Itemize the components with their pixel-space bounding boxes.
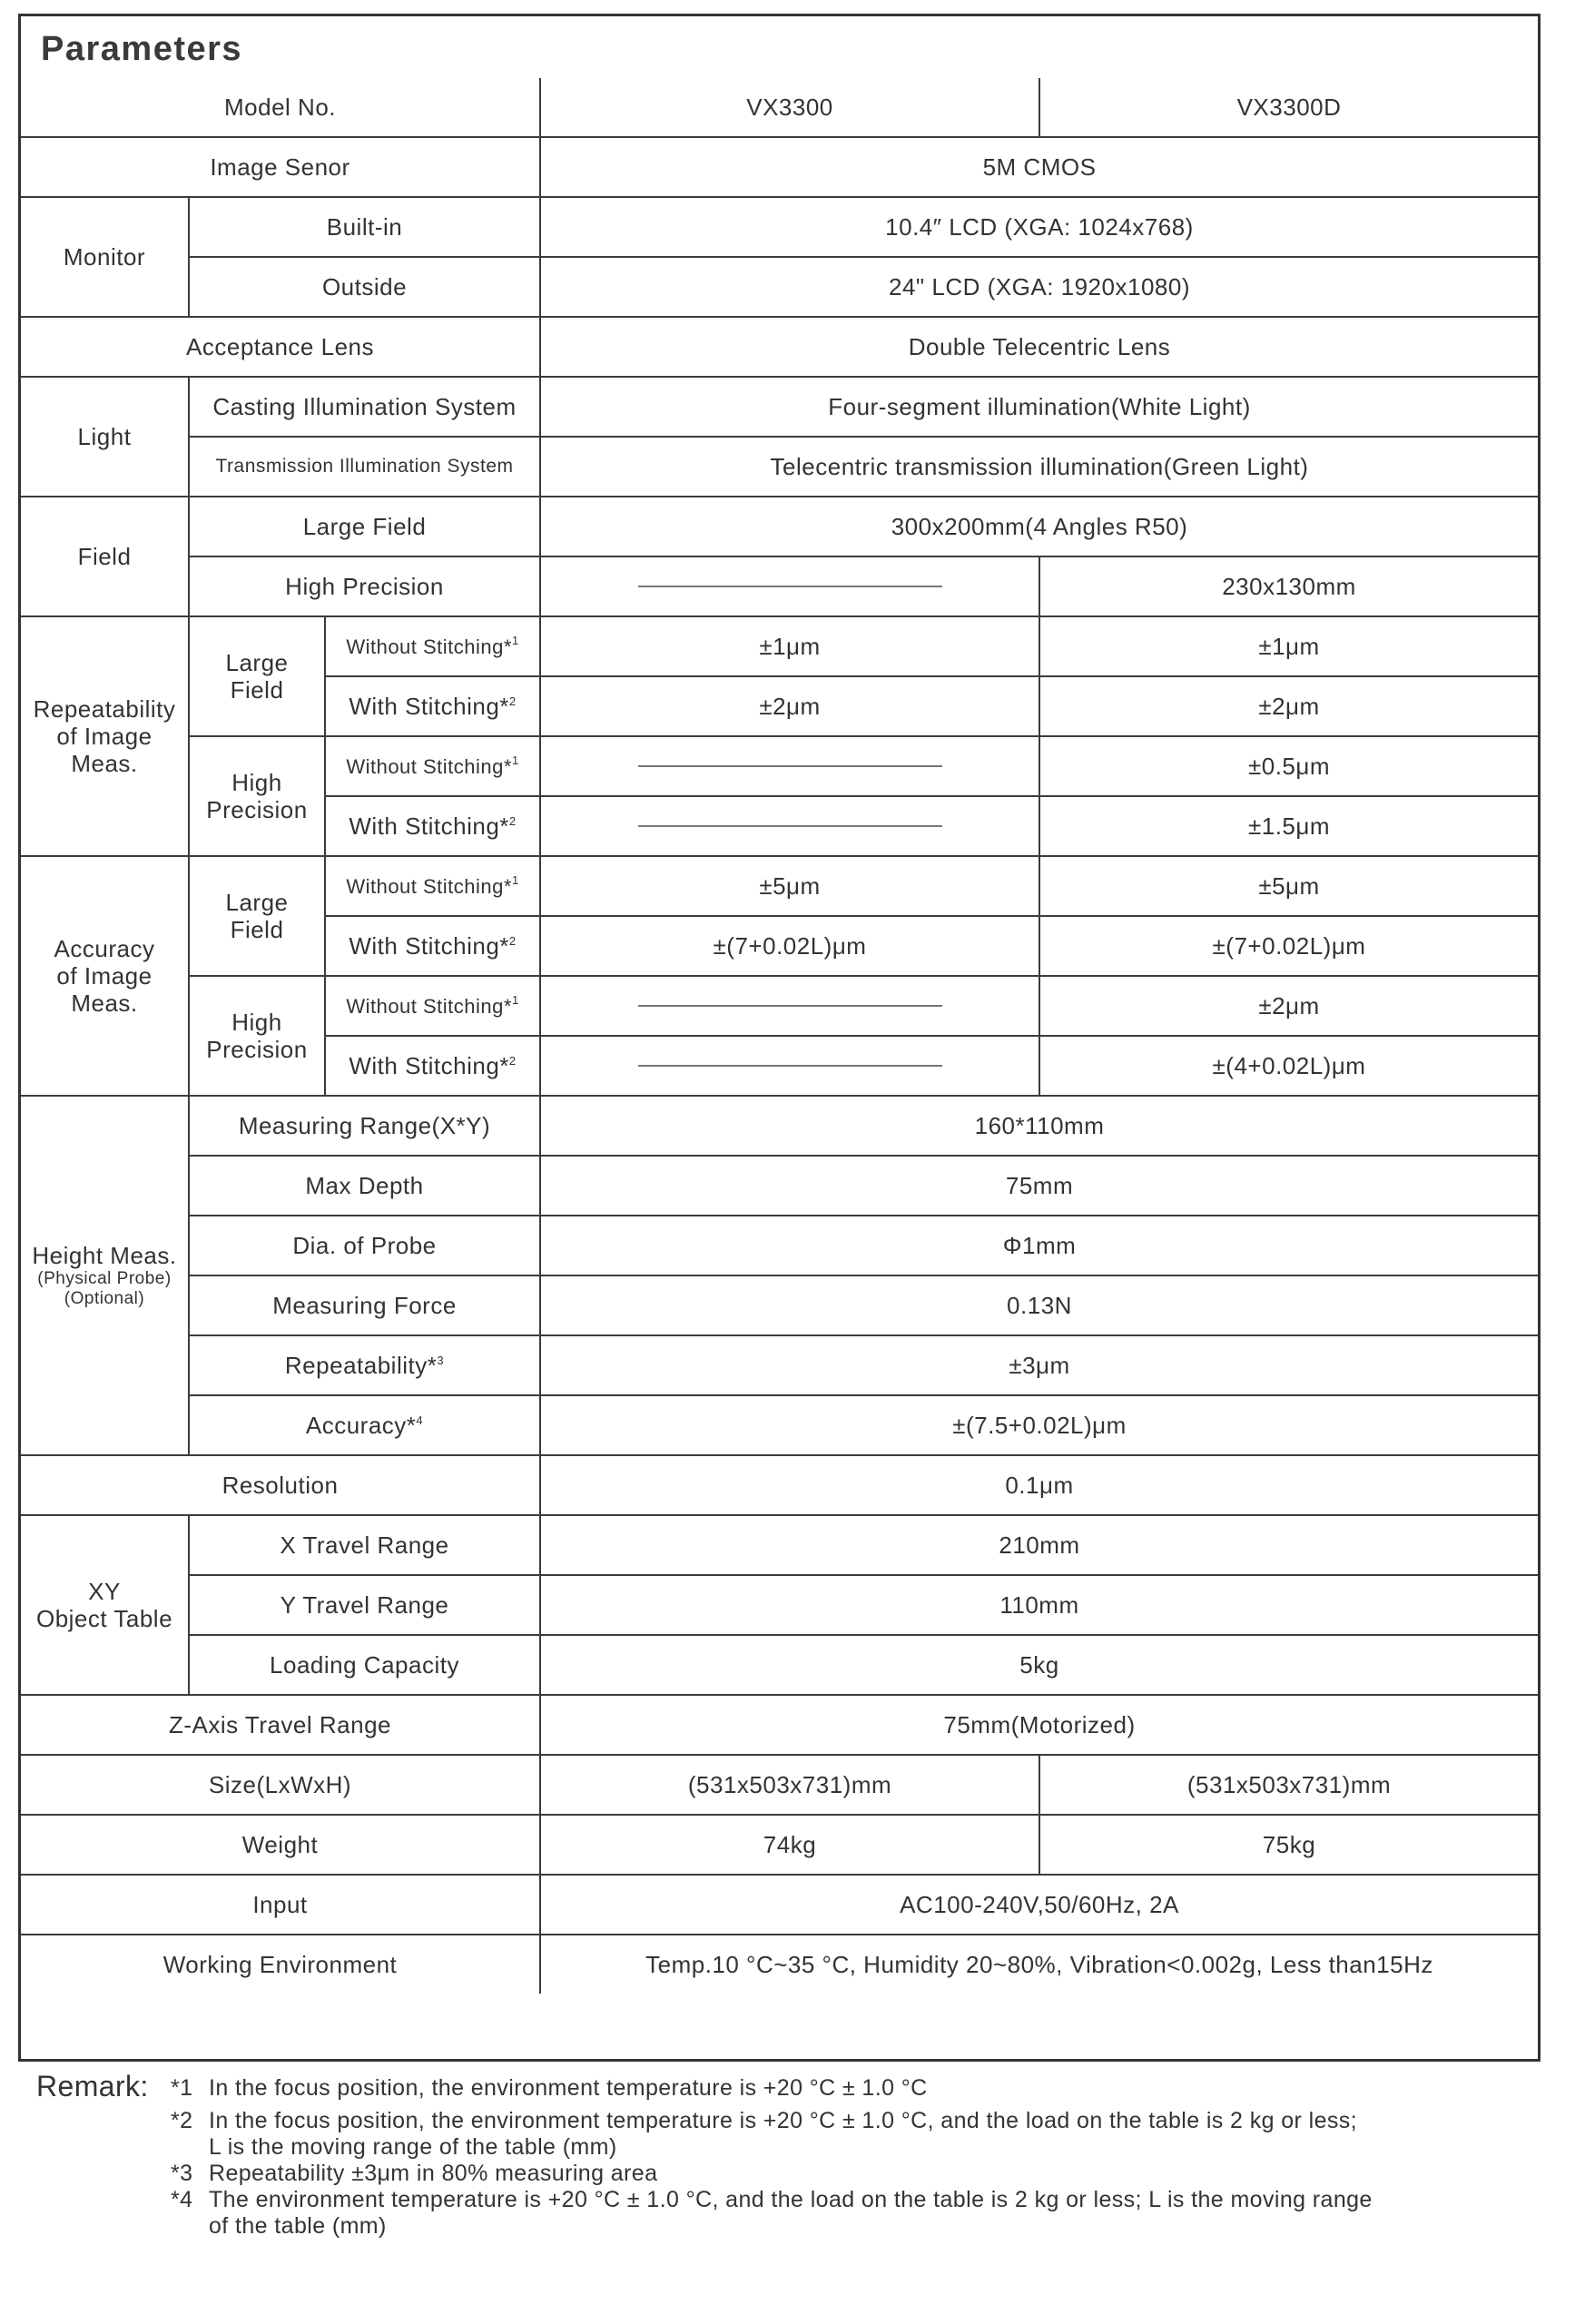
remark-number: *1 bbox=[171, 2075, 193, 2101]
acc-large-without-a: ±5μm bbox=[540, 856, 1039, 916]
height-label-sub1: (Physical Probe) bbox=[37, 1269, 172, 1288]
remark-line: L is the moving range of the table (mm) bbox=[209, 2134, 617, 2160]
weight-a: 74kg bbox=[540, 1815, 1039, 1875]
row-model bbox=[21, 78, 1538, 137]
page-title: Parameters bbox=[41, 30, 243, 68]
field-high-a bbox=[540, 556, 1039, 616]
height-repeat-value: ±3μm bbox=[540, 1335, 1538, 1395]
height-accuracy-text: Accuracy* bbox=[305, 1411, 417, 1439]
image-sensor-value: 5M CMOS bbox=[540, 137, 1538, 197]
xy-y-value: 110mm bbox=[540, 1575, 1538, 1635]
row-light-casting bbox=[21, 377, 1538, 437]
height-probe-value: Φ1mm bbox=[540, 1216, 1538, 1275]
height-probe-label: Dia. of Probe bbox=[189, 1216, 540, 1275]
row-image-sensor bbox=[21, 137, 1538, 197]
model-b: VX3300D bbox=[1039, 78, 1538, 137]
remark-number: *3 bbox=[171, 2161, 193, 2186]
repeat-large-label bbox=[189, 616, 325, 736]
repeat-high-with-b: ±1.5μm bbox=[1039, 796, 1538, 856]
acc-high-without-a bbox=[540, 976, 1039, 1036]
row-xy-y bbox=[21, 1575, 1538, 1635]
xy-load-label: Loading Capacity bbox=[189, 1635, 540, 1695]
footnote-mark: 1 bbox=[511, 993, 519, 1007]
field-large-label: Large Field bbox=[189, 497, 540, 556]
acc-high-with-label bbox=[325, 1036, 540, 1096]
height-label-sub2: (Optional) bbox=[64, 1289, 145, 1308]
xy-y-label: Y Travel Range bbox=[189, 1575, 540, 1635]
footnote-mark: 3 bbox=[437, 1353, 445, 1367]
repeat-large-without-label bbox=[325, 616, 540, 676]
input-value: AC100-240V,50/60Hz, 2A bbox=[540, 1875, 1538, 1935]
row-size bbox=[21, 1755, 1538, 1815]
remark-line: of the table (mm) bbox=[209, 2213, 387, 2239]
row-xy-load bbox=[21, 1635, 1538, 1695]
row-acc-large-without bbox=[21, 856, 1538, 916]
stitch-text: With Stitching* bbox=[349, 812, 509, 840]
remark-text bbox=[209, 2075, 1498, 2102]
remark-number: *2 bbox=[171, 2108, 193, 2133]
weight-label: Weight bbox=[21, 1815, 540, 1875]
monitor-outside-value: 24" LCD (XGA: 1920x1080) bbox=[540, 257, 1538, 317]
row-acceptance-lens bbox=[21, 317, 1538, 377]
field-high-label: High Precision bbox=[189, 556, 540, 616]
acc-large-label bbox=[189, 856, 325, 976]
accuracy-label-line1: Accuracy bbox=[54, 935, 155, 962]
repeatability-label bbox=[21, 616, 189, 856]
remark-number: *4 bbox=[171, 2187, 193, 2212]
remark-text bbox=[209, 2161, 1498, 2187]
row-weight bbox=[21, 1815, 1538, 1875]
environment-label: Working Environment bbox=[21, 1935, 540, 1994]
remark-line: In the focus position, the environment temperature is +20 °C ± 1.0 °C, and the load on the table is 2 kg or less; bbox=[209, 2108, 1358, 2133]
row-xy-x bbox=[21, 1515, 1538, 1575]
height-depth-value: 75mm bbox=[540, 1156, 1538, 1216]
footnote-mark: 2 bbox=[508, 694, 517, 708]
repeat-high-without-label bbox=[325, 736, 540, 796]
monitor-builtin-label: Built-in bbox=[189, 197, 540, 257]
light-casting-value: Four-segment illumination(White Light) bbox=[540, 377, 1538, 437]
accuracy-label-line3: Meas. bbox=[71, 990, 138, 1017]
not-available-dash bbox=[638, 586, 942, 587]
acc-large-without-label bbox=[325, 856, 540, 916]
footnote-mark: 2 bbox=[508, 933, 517, 948]
height-label-main: Height Meas. bbox=[32, 1242, 177, 1269]
row-repeat-high-without bbox=[21, 736, 1538, 796]
repeat-high-with-a bbox=[540, 796, 1039, 856]
row-height-accuracy bbox=[21, 1395, 1538, 1455]
xy-x-value: 210mm bbox=[540, 1515, 1538, 1575]
remark-line: The environment temperature is +20 °C ± 1.0 °C, and the load on the table is 2 kg or less; L is the moving range bbox=[209, 2187, 1373, 2212]
xy-x-label: X Travel Range bbox=[189, 1515, 540, 1575]
repeat-high-label bbox=[189, 736, 325, 856]
accuracy-label bbox=[21, 856, 189, 1096]
footnote-mark: 1 bbox=[511, 873, 519, 887]
acc-high-line2: Precision bbox=[206, 1036, 308, 1063]
repeat-large-with-label bbox=[325, 676, 540, 736]
acc-large-with-a: ±(7+0.02L)μm bbox=[540, 916, 1039, 976]
remark-text bbox=[209, 2108, 1498, 2161]
field-high-b: 230x130mm bbox=[1039, 556, 1538, 616]
height-range-label: Measuring Range(X*Y) bbox=[189, 1096, 540, 1156]
row-monitor-builtin bbox=[21, 197, 1538, 257]
input-label: Input bbox=[21, 1875, 540, 1935]
remarks-label: Remark: bbox=[36, 2070, 149, 2102]
height-accuracy-label bbox=[189, 1395, 540, 1455]
footnote-mark: 1 bbox=[511, 634, 519, 647]
image-sensor-label: Image Senor bbox=[21, 137, 540, 197]
row-monitor-outside bbox=[21, 257, 1538, 317]
xy-label bbox=[21, 1515, 189, 1695]
acc-high-line1: High bbox=[231, 1009, 282, 1036]
acc-large-without-b: ±5μm bbox=[1039, 856, 1538, 916]
stitch-text: With Stitching* bbox=[349, 692, 509, 720]
xy-load-value: 5kg bbox=[540, 1635, 1538, 1695]
height-force-label: Measuring Force bbox=[189, 1275, 540, 1335]
row-field-large bbox=[21, 497, 1538, 556]
repeat-large-with-b: ±2μm bbox=[1039, 676, 1538, 736]
not-available-dash bbox=[638, 1065, 942, 1067]
light-transmission-value: Telecentric transmission illumination(Green Light) bbox=[540, 437, 1538, 497]
stitch-text: With Stitching* bbox=[349, 1051, 509, 1079]
row-height-depth bbox=[21, 1156, 1538, 1216]
stitch-text: Without Stitching* bbox=[346, 755, 512, 778]
acc-high-without-b: ±2μm bbox=[1039, 976, 1538, 1036]
acc-large-with-label bbox=[325, 916, 540, 976]
height-range-value: 160*110mm bbox=[540, 1096, 1538, 1156]
repeat-high-line1: High bbox=[231, 769, 282, 796]
row-repeat-large-without bbox=[21, 616, 1538, 676]
row-resolution bbox=[21, 1455, 1538, 1515]
row-height-probe bbox=[21, 1216, 1538, 1275]
size-label: Size(LxWxH) bbox=[21, 1755, 540, 1815]
z-axis-value: 75mm(Motorized) bbox=[540, 1695, 1538, 1755]
height-depth-label: Max Depth bbox=[189, 1156, 540, 1216]
not-available-dash bbox=[638, 825, 942, 827]
repeatability-label-line3: Meas. bbox=[71, 750, 138, 777]
light-label: Light bbox=[21, 377, 189, 497]
not-available-dash bbox=[638, 765, 942, 767]
height-repeat-text: Repeatability* bbox=[284, 1351, 438, 1379]
size-a: (531x503x731)mm bbox=[540, 1755, 1039, 1815]
repeat-high-line2: Precision bbox=[206, 796, 308, 823]
footnote-mark: 2 bbox=[508, 813, 517, 828]
height-repeat-label bbox=[189, 1335, 540, 1395]
light-casting-label: Casting Illumination System bbox=[189, 377, 540, 437]
parameters-table bbox=[21, 78, 1538, 1994]
acceptance-lens-label: Acceptance Lens bbox=[21, 317, 540, 377]
stitch-text: With Stitching* bbox=[349, 931, 509, 960]
acc-high-without-label bbox=[325, 976, 540, 1036]
size-b: (531x503x731)mm bbox=[1039, 1755, 1538, 1815]
footnote-mark: 2 bbox=[508, 1053, 517, 1068]
repeat-high-without-b: ±0.5μm bbox=[1039, 736, 1538, 796]
repeat-large-with-a: ±2μm bbox=[540, 676, 1039, 736]
acc-large-line2: Field bbox=[230, 916, 284, 943]
repeat-large-without-a: ±1μm bbox=[540, 616, 1039, 676]
row-light-transmission bbox=[21, 437, 1538, 497]
resolution-label: Resolution bbox=[21, 1455, 540, 1515]
acc-large-with-b: ±(7+0.02L)μm bbox=[1039, 916, 1538, 976]
acc-high-with-a bbox=[540, 1036, 1039, 1096]
field-label: Field bbox=[21, 497, 189, 616]
stitch-text: Without Stitching* bbox=[346, 875, 512, 898]
footnote-mark: 4 bbox=[416, 1413, 424, 1427]
stitch-text: Without Stitching* bbox=[346, 995, 512, 1018]
remark-text bbox=[209, 2187, 1498, 2240]
row-field-high bbox=[21, 556, 1538, 616]
monitor-builtin-value: 10.4″ LCD (XGA: 1024x768) bbox=[540, 197, 1538, 257]
repeat-high-without-a bbox=[540, 736, 1039, 796]
field-large-value: 300x200mm(4 Angles R50) bbox=[540, 497, 1538, 556]
weight-b: 75kg bbox=[1039, 1815, 1538, 1875]
accuracy-label-line2: of Image bbox=[56, 962, 153, 990]
z-axis-label: Z-Axis Travel Range bbox=[21, 1695, 540, 1755]
row-z-axis bbox=[21, 1695, 1538, 1755]
footnote-mark: 1 bbox=[511, 753, 519, 767]
model-label: Model No. bbox=[21, 78, 540, 137]
repeat-high-with-label bbox=[325, 796, 540, 856]
remark-line: In the focus position, the environment temperature is +20 °C ± 1.0 °C bbox=[209, 2075, 928, 2101]
stitch-text: Without Stitching* bbox=[346, 635, 512, 658]
row-height-repeat bbox=[21, 1335, 1538, 1395]
acc-high-label bbox=[189, 976, 325, 1096]
repeat-large-without-b: ±1μm bbox=[1039, 616, 1538, 676]
repeat-large-line1: Large bbox=[225, 649, 289, 676]
row-height-range bbox=[21, 1096, 1538, 1156]
xy-label-line1: XY bbox=[88, 1578, 121, 1605]
height-label bbox=[21, 1096, 189, 1455]
light-transmission-label: Transmission Illumination System bbox=[189, 437, 540, 497]
monitor-outside-label: Outside bbox=[189, 257, 540, 317]
remark-line: Repeatability ±3μm in 80% measuring area bbox=[209, 2161, 658, 2186]
row-height-force bbox=[21, 1275, 1538, 1335]
acceptance-lens-value: Double Telecentric Lens bbox=[540, 317, 1538, 377]
xy-label-line2: Object Table bbox=[35, 1605, 173, 1632]
environment-value: Temp.10 °C~35 °C, Humidity 20~80%, Vibration<0.002g, Less than15Hz bbox=[540, 1935, 1538, 1994]
repeatability-label-line2: of Image bbox=[56, 723, 153, 750]
row-acc-high-without bbox=[21, 976, 1538, 1036]
monitor-label: Monitor bbox=[21, 197, 189, 317]
acc-high-with-b: ±(4+0.02L)μm bbox=[1039, 1036, 1538, 1096]
height-accuracy-value: ±(7.5+0.02L)μm bbox=[540, 1395, 1538, 1455]
row-input bbox=[21, 1875, 1538, 1935]
spec-sheet bbox=[18, 14, 1541, 2062]
height-force-value: 0.13N bbox=[540, 1275, 1538, 1335]
row-environment bbox=[21, 1935, 1538, 1994]
model-a: VX3300 bbox=[540, 78, 1039, 137]
resolution-value: 0.1μm bbox=[540, 1455, 1538, 1515]
repeatability-label-line1: Repeatability bbox=[33, 695, 176, 723]
acc-large-line1: Large bbox=[225, 889, 289, 916]
repeat-large-line2: Field bbox=[230, 676, 284, 704]
not-available-dash bbox=[638, 1005, 942, 1007]
